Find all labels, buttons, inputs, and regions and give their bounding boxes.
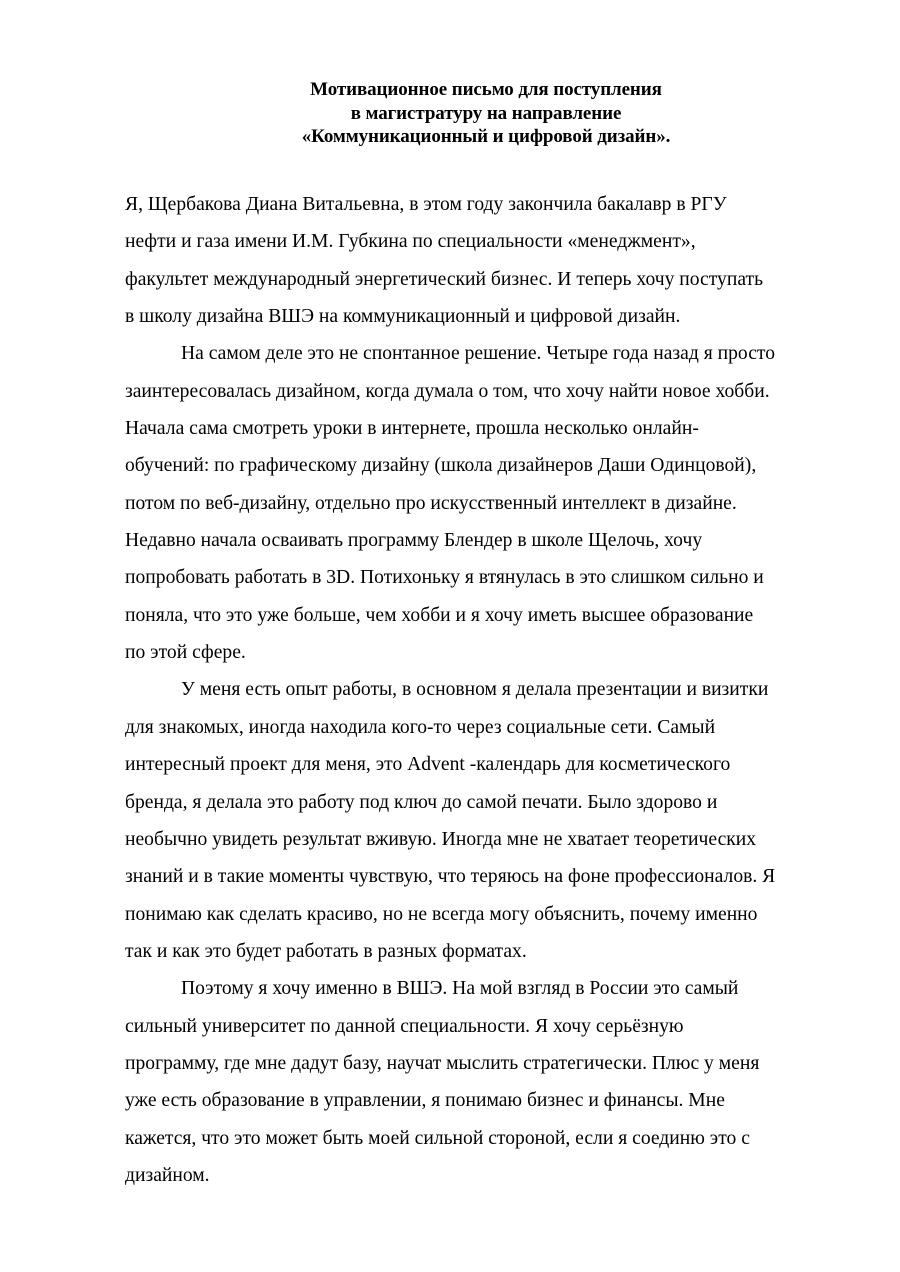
paragraph-line: сильный университет по данной специальности. Я хочу серьёзную: [125, 1015, 684, 1037]
title-line-2: в магистратуру на направление: [350, 102, 622, 124]
paragraph-line: У меня есть опыт работы, в основном я делала презентации и визитки: [181, 679, 769, 701]
title-line-1: Мотивационное письмо для поступления: [310, 79, 662, 100]
paragraph-line: программу, где мне дадут базу, научат мыслить стратегически. Плюс у меня: [125, 1052, 760, 1074]
paragraph-line: дизайном.: [125, 1164, 210, 1186]
paragraph-line: Начала сама смотреть уроки в интернете, прошла несколько онлайн-: [125, 418, 699, 440]
paragraph-intro: [125, 186, 865, 335]
letter-body: [125, 186, 865, 1194]
paragraph-line: уже есть образование в управлении, я понимаю бизнес и финансы. Мне: [125, 1090, 725, 1112]
paragraph-line: Поэтому я хочу именно в ВШЭ. На мой взгляд в России это самый: [181, 978, 739, 1000]
paragraph-line: нефти и газа имени И.М. Губкина по специальности «менеджмент»,: [125, 231, 696, 253]
paragraph-line: Недавно начала осваивать программу Блендер в школе Щелочь, хочу: [125, 530, 703, 552]
paragraph-motivation: [125, 335, 865, 671]
paragraph-line: в школу дизайна ВШЭ на коммуникационный и цифровой дизайн.: [125, 306, 681, 328]
paragraph-line: интересный проект для меня, это Advent -календарь для косметического: [125, 754, 731, 776]
document-title: [0, 78, 900, 149]
paragraph-line: обучений: по графическому дизайну (школа дизайнеров Даши Одинцовой),: [125, 455, 757, 477]
paragraph-line: попробовать работать в 3D. Потихоньку я втянулась в это слишком сильно и: [125, 567, 764, 589]
paragraph-line: по этой сфере.: [125, 642, 246, 664]
paragraph-line: бренда, я делала это работу под ключ до самой печати. Было здорово и: [125, 791, 718, 813]
paragraph-line: кажется, что это может быть моей сильной стороной, если я соединю это с: [125, 1127, 750, 1149]
paragraph-line: факультет международный энергетический бизнес. И теперь хочу поступать: [125, 268, 764, 290]
paragraph-line: понимаю как сделать красиво, но не всегда могу объяснить, почему именно: [125, 903, 758, 925]
paragraph-experience: [125, 671, 865, 970]
paragraph-line: так и как это будет работать в разных форматах.: [125, 940, 527, 962]
paragraph-conclusion: [125, 970, 865, 1194]
paragraph-line: потом по веб-дизайну, отдельно про искусственный интеллект в дизайне.: [125, 492, 737, 514]
paragraph-line: поняла, что это уже больше, чем хобби и я хочу иметь высшее образование: [125, 604, 754, 626]
paragraph-line: Я, Щербакова Диана Витальевна, в этом году закончила бакалавр в РГУ: [125, 194, 727, 215]
paragraph-line: заинтересовалась дизайном, когда думала о том, что хочу найти новое хобби.: [125, 380, 770, 402]
paragraph-line: знаний и в такие моменты чувствую, что теряюсь на фоне профессионалов. Я: [125, 866, 776, 888]
paragraph-line: для знакомых, иногда находила кого-то через социальные сети. Самый: [125, 716, 716, 738]
paragraph-line: На самом деле это не спонтанное решение. Четыре года назад я просто: [181, 343, 775, 365]
title-line-3: «Коммуникационный и цифровой дизайн».: [301, 126, 671, 147]
paragraph-line: необычно увидеть результат вживую. Иногда мне не хватает теоретических: [125, 828, 757, 850]
